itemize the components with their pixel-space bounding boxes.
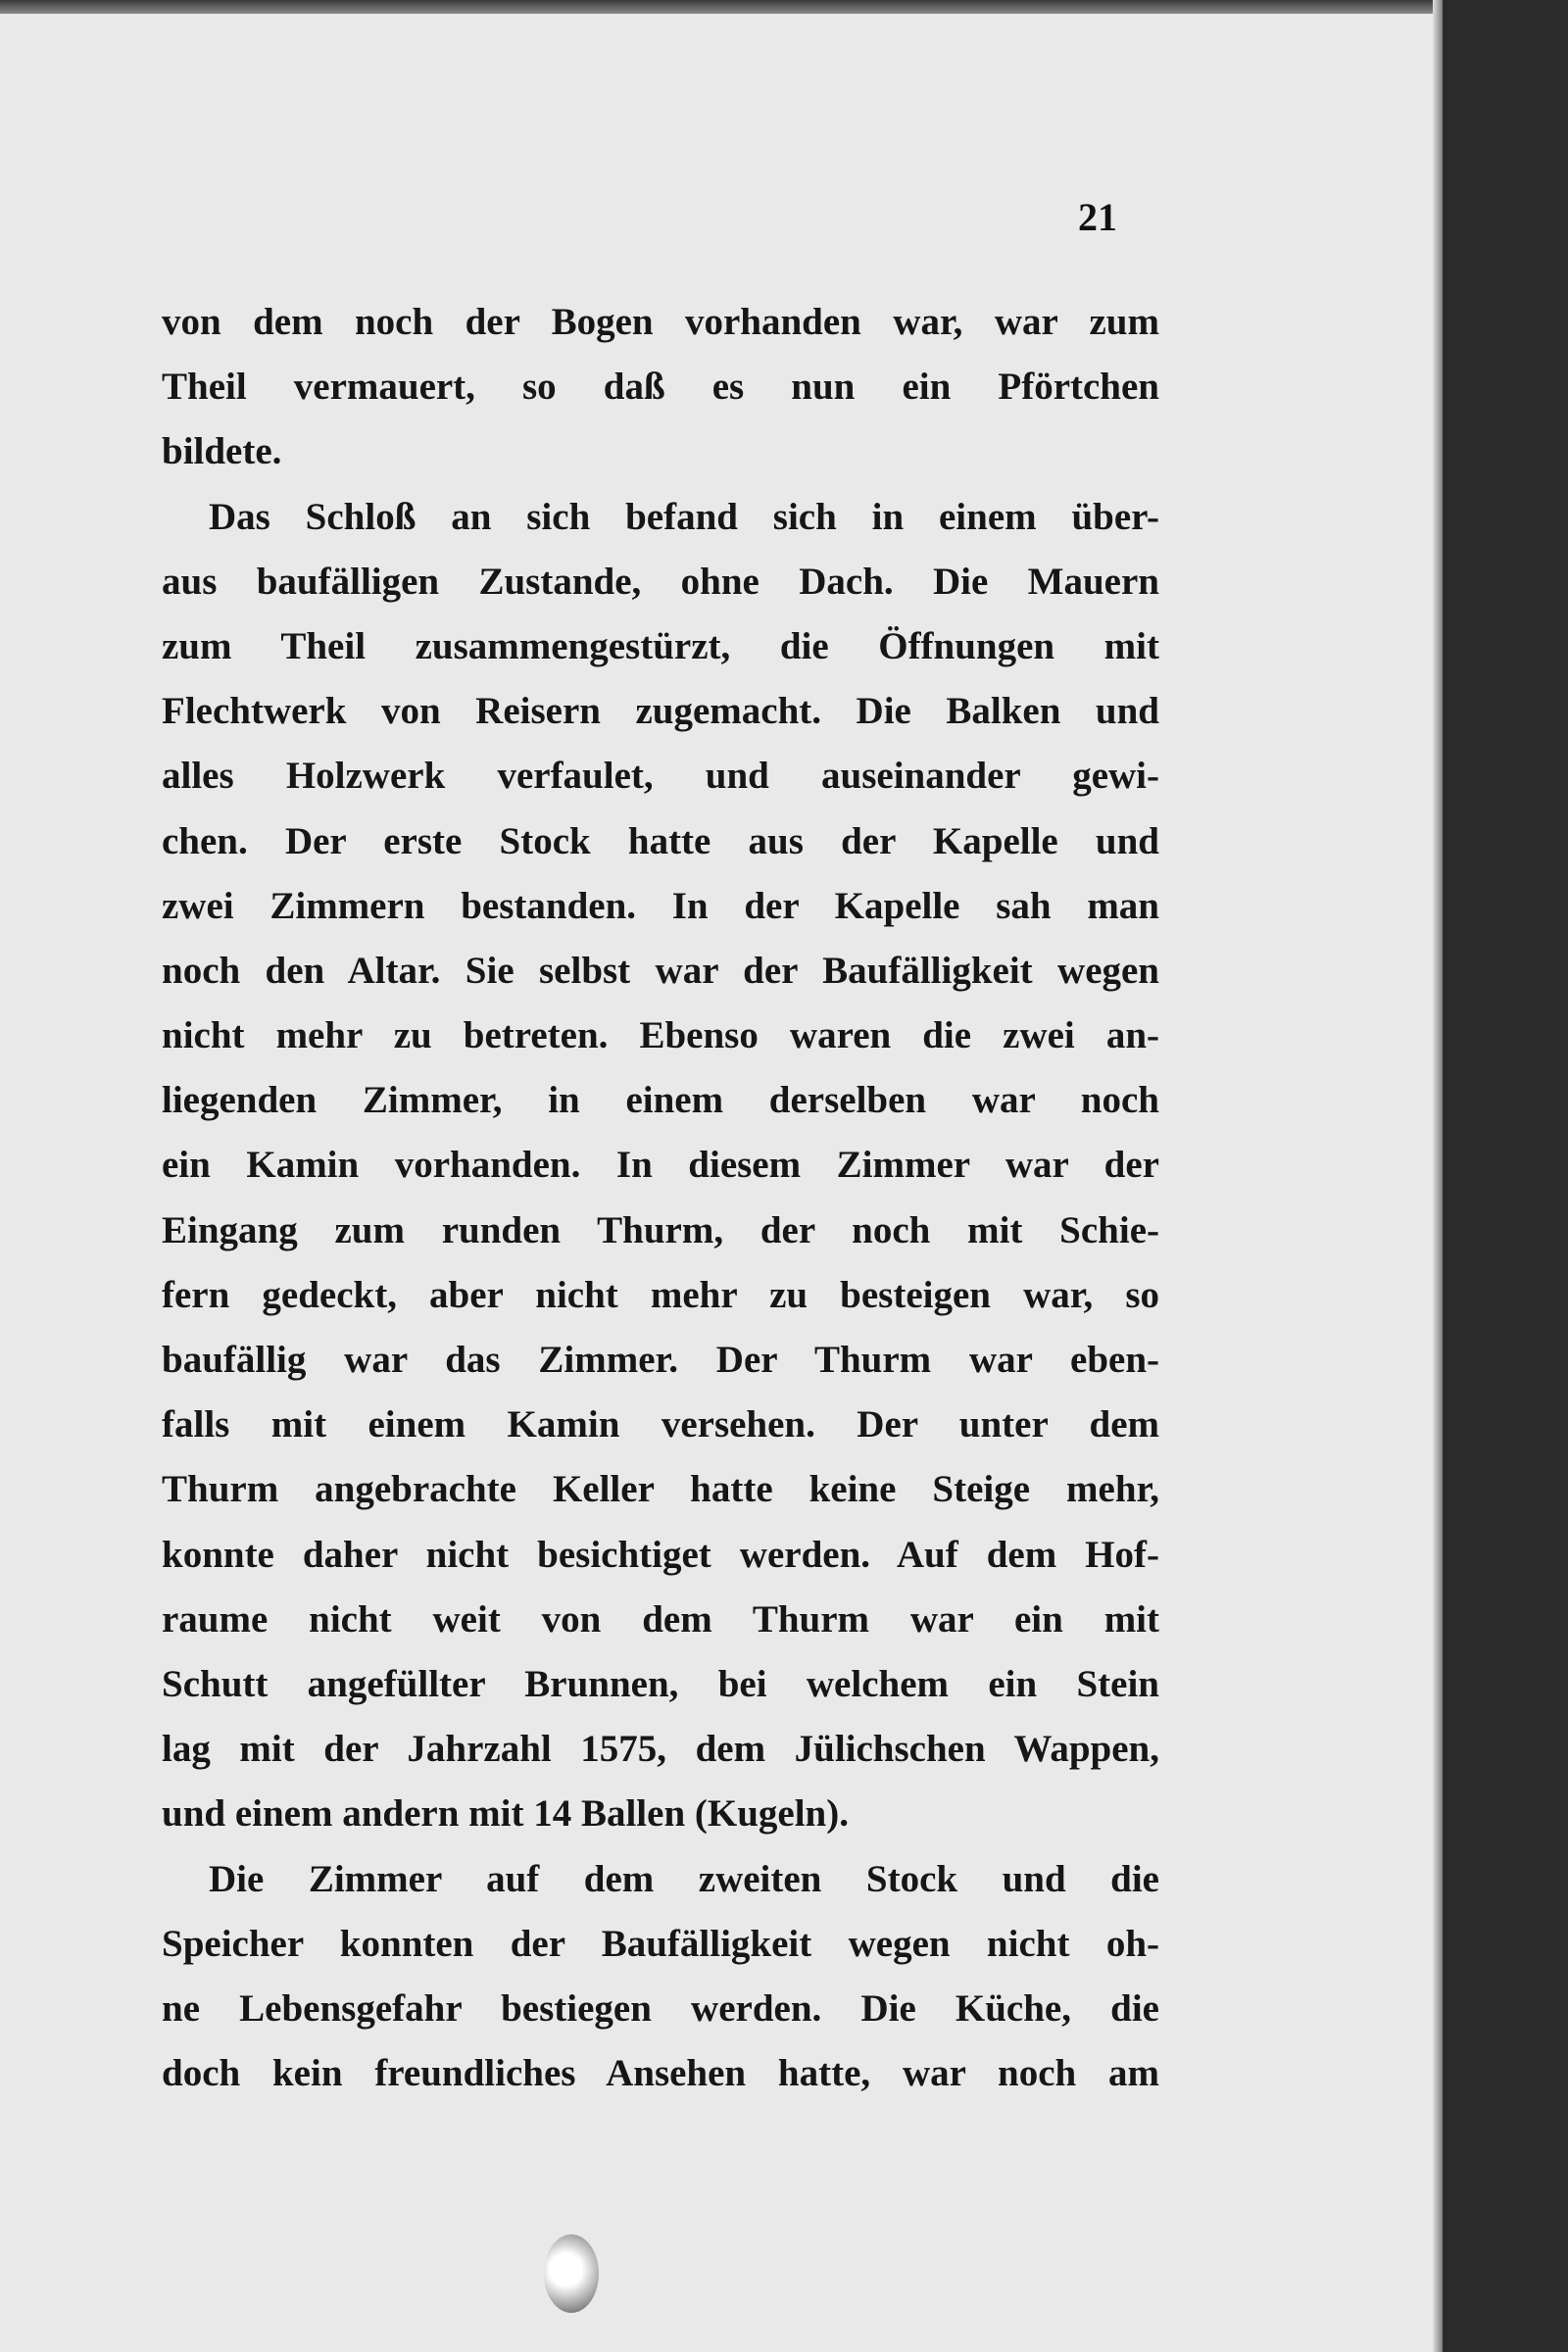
text-line: Theil vermauert, so daß es nun ein Pförtchen [162,366,1159,409]
text-line: Schutt angefüllter Brunnen, bei welchem ein Stein [162,1662,1159,1705]
text-line: und einem andern mit 14 Ballen (Kugeln). [162,1792,849,1836]
text-line: Flechtwerk von Reisern zugemacht. Die Balken und [162,690,1159,733]
text-line: Thurm angebrachte Keller hatte keine Steige mehr, [162,1468,1159,1511]
body-text [162,290,1159,2106]
text-line: nicht mehr zu betreten. Ebenso waren die zwei an- [162,1014,1159,1057]
text-line: chen. Der erste Stock hatte aus der Kapelle und [162,819,1159,862]
text-line: noch den Altar. Sie selbst war der Baufälligkeit wegen [162,949,1159,992]
scan-top-edge [0,0,1568,14]
text-line: zwei Zimmern bestanden. In der Kapelle sah man [162,884,1159,927]
text-line: konnte daher nicht besichtiget werden. Auf dem Hof- [162,1533,1159,1576]
text-line: Die Zimmer auf dem zweiten Stock und die [209,1857,1159,1900]
text-line: bildete. [162,430,282,473]
text-line: Speicher konnten der Baufälligkeit wegen nicht oh- [162,1922,1159,1965]
text-line: ein Kamin vorhanden. In diesem Zimmer war der [162,1144,1159,1187]
text-line: von dem noch der Bogen vorhanden war, war zum [162,301,1159,343]
scan-right-border [1443,0,1568,2352]
text-line: zum Theil zusammengestürzt, die Öffnungen mit [162,624,1159,667]
text-line: lag mit der Jahrzahl 1575, dem Jülichschen Wappen, [162,1728,1159,1771]
text-line: falls mit einem Kamin versehen. Der unter dem [162,1403,1159,1446]
text-line: doch kein freundliches Ansehen hatte, war noch am [162,2052,1159,2095]
text-line: aus baufälligen Zustande, ohne Dach. Die Mauern [162,560,1159,603]
text-line: raume nicht weit von dem Thurm war ein mit [162,1597,1159,1641]
page-number: 21 [1078,195,1117,239]
scan-artifact-blot [544,2234,599,2313]
text-line: fern gedeckt, aber nicht mehr zu besteigen war, so [162,1273,1159,1316]
text-line: ne Lebensgefahr bestiegen werden. Die Küche, die [162,1986,1159,2030]
text-line: alles Holzwerk verfaulet, und auseinander gewi- [162,755,1159,798]
text-line: liegenden Zimmer, in einem derselben war noch [162,1079,1159,1122]
text-line: baufällig war das Zimmer. Der Thurm war eben- [162,1339,1159,1381]
text-line: Das Schloß an sich befand sich in einem über- [209,495,1159,538]
text-line: Eingang zum runden Thurm, der noch mit Schie- [162,1208,1159,1251]
